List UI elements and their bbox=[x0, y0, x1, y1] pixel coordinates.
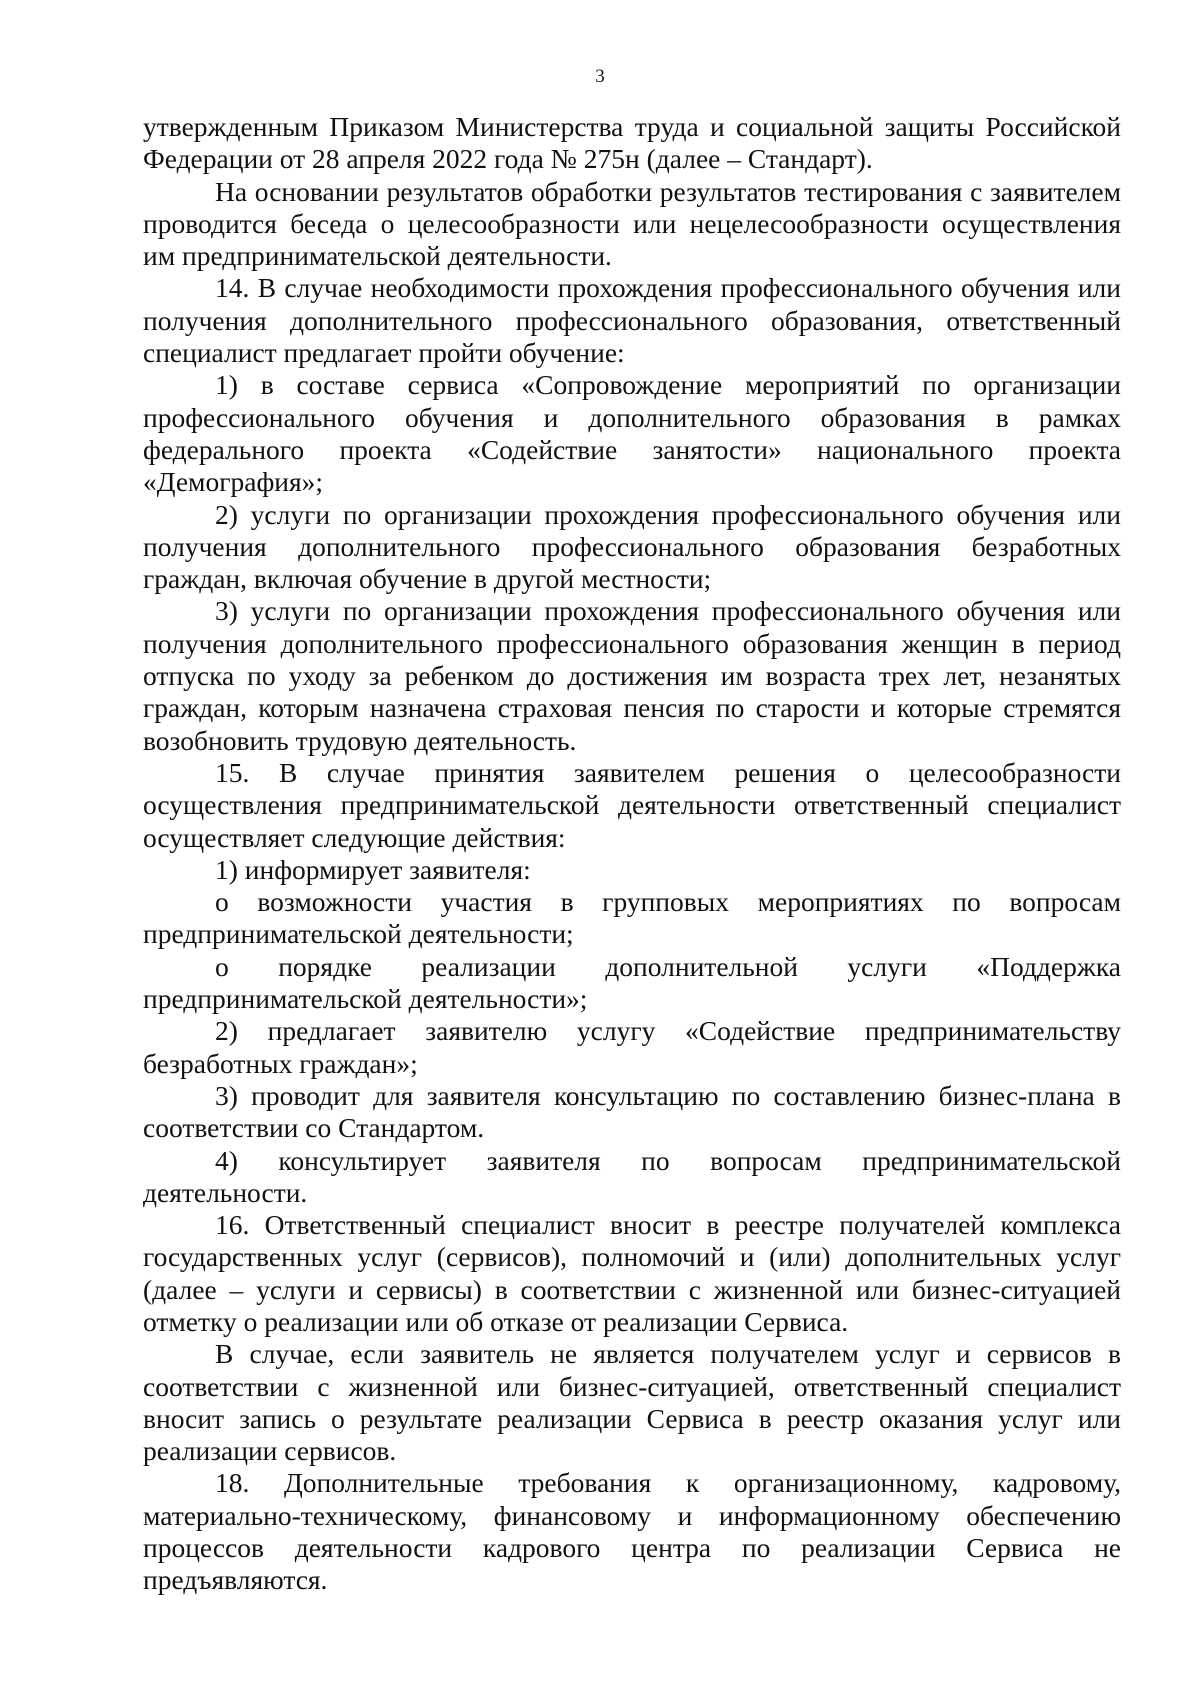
paragraph-standard-reference: утвержденным Приказом Министерства труда и социальной защиты Российской Федерации от 28 апреля 2022 года № 275н (далее – Стандарт). bbox=[143, 111, 1121, 175]
paragraph-14-item-2: 2) услуги по организации прохождения профессионального обучения или получения дополнительного профессионального образования безработных граждан, включая обучение в другой местности; bbox=[143, 498, 1121, 595]
document-body bbox=[143, 111, 1121, 1597]
paragraph-14: 14. В случае необходимости прохождения профессионального обучения или получения дополнительного профессионального образования, ответственный специалист предлагает пройти обучение: bbox=[143, 272, 1121, 369]
paragraph-15-item-1-additional-service: о порядке реализации дополнительной услуги «Поддержка предпринимательской деятельности»; bbox=[143, 950, 1121, 1015]
paragraph-15-item-3: 3) проводит для заявителя консультацию по составлению бизнес-плана в соответствии со Стандартом. bbox=[143, 1079, 1121, 1144]
page-number: 3 bbox=[595, 66, 605, 87]
paragraph-14-item-3: 3) услуги по организации прохождения профессионального обучения или получения дополнительного профессионального образования женщин в период отпуска по уходу за ребенком до достижения им возраста трех лет, незанятых граждан, которым назначена страховая пенсия по старости и которые стремятся возобновить трудовую деятельность. bbox=[143, 595, 1121, 756]
paragraph-16: 16. Ответственный специалист вносит в реестре получателей комплекса государственных услуг (сервисов), полномочий и (или) дополнительных услуг (далее – услуги и сервисы) в соответствии с жизненной или бизнес-ситуацией отметку о реализации или об отказе от реализации Сервиса. bbox=[143, 1209, 1121, 1337]
paragraph-15-item-4: 4) консультирует заявителя по вопросам предпринимательской деятельности. bbox=[143, 1144, 1121, 1208]
paragraph-15-item-1: 1) информирует заявителя: bbox=[215, 853, 531, 885]
paragraph-18: 18. Дополнительные требования к организационному, кадровому, материально-техническому, финансовому и информационному обеспечению процессов деятельности кадрового центра по реализации Сервиса не предъявляются. bbox=[143, 1467, 1121, 1596]
paragraph-15-item-2: 2) предлагает заявителю услугу «Содействие предпринимательству безработных граждан»; bbox=[143, 1015, 1121, 1079]
paragraph-14-item-1: 1) в составе сервиса «Сопровождение мероприятий по организации профессионального обучения и дополнительного образования в рамках федерального проекта «Содействие занятости» национального проекта «Демография»; bbox=[143, 369, 1121, 498]
paragraph-16-registry-note: В случае, если заявитель не является получателем услуг и сервисов в соответствии с жизненной или бизнес-ситуацией, ответственный специалист вносит запись о результате реализации Сервиса в реестр оказания услуг или реализации сервисов. bbox=[143, 1338, 1121, 1467]
paragraph-15-item-1-group-events: о возможности участия в групповых мероприятиях по вопросам предпринимательской деятельности; bbox=[143, 886, 1121, 950]
paragraph-interview: На основании результатов обработки результатов тестирования с заявителем проводится беседа о целесообразности или нецелесообразности осуществления им предпринимательской деятельности. bbox=[143, 175, 1121, 272]
paragraph-15: 15. В случае принятия заявителем решения о целесообразности осуществления предпринимательской деятельности ответственный специалист осуществляет следующие действия: bbox=[143, 756, 1121, 853]
